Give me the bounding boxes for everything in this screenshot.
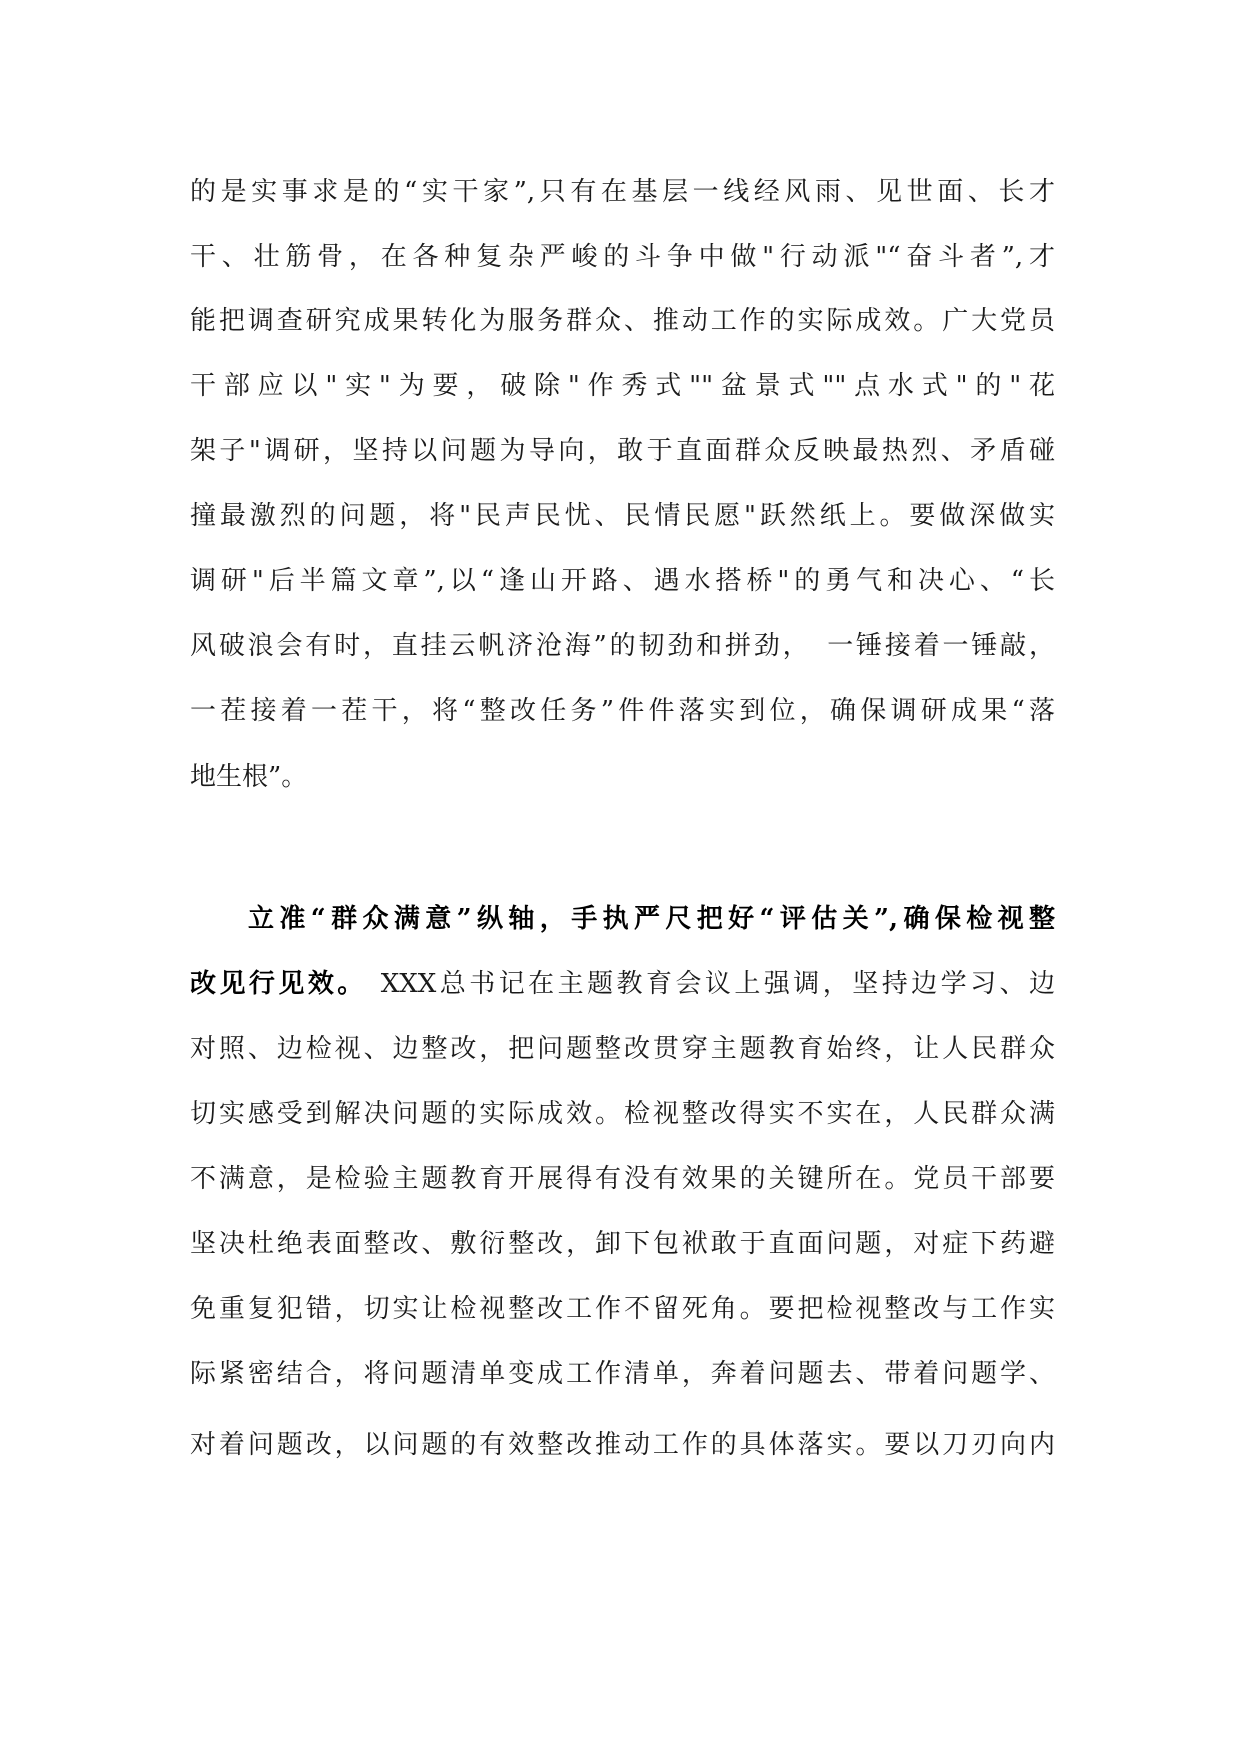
paragraph1-line-2: 干、壮筋骨，在各种复杂严峻的斗争中做"行动派"“奋斗者”,才	[190, 242, 1055, 272]
paragraph2-line-8: 际紧密结合，将问题清单变成工作清单，奔着问题去、带着问题学、	[190, 1359, 1055, 1389]
paragraph2-line-9: 对着问题改，以问题的有效整改推动工作的具体落实。要以刀刃向内	[190, 1430, 1055, 1460]
paragraph1-line-1: 的是实事求是的“实干家”,只有在基层一线经风雨、见世面、长才	[190, 177, 1055, 207]
paragraph2-line-7: 免重复犯错，切实让检视整改工作不留死角。要把检视整改与工作实	[190, 1294, 1055, 1324]
paragraph2-line-6: 坚决杜绝表面整改、敷衍整改，卸下包袱敢于直面问题，对症下药避	[190, 1229, 1055, 1259]
paragraph2-line-4: 切实感受到解决问题的实际成效。检视整改得实不实在，人民群众满	[190, 1099, 1055, 1129]
paragraph1-line-8: 风破浪会有时，直挂云帆济沧海”的韧劲和拼劲， 一锤接着一锤敲，	[190, 631, 1055, 661]
paragraph2-heading-line-1: 立准“群众满意”纵轴，手执严尺把好“评估关”,确保检视整	[248, 904, 1055, 934]
paragraph1-line-4: 干部应以"实"为要，破除"作秀式""盆景式""点水式"的"花	[190, 371, 1055, 401]
paragraph2-line-2-text: XXX总书记在主题教育会议上强调，坚持边学习、边	[380, 969, 1055, 999]
paragraph1-line-6: 撞最激烈的问题，将"民声民忧、民情民愿"跃然纸上。要做深做实	[190, 501, 1055, 531]
paragraph1-line-7: 调研"后半篇文章”,以“逢山开路、遇水搭桥"的勇气和决心、“长	[190, 566, 1055, 596]
paragraph1-line-3: 能把调查研究成果转化为服务群众、推动工作的实际成效。广大党员	[190, 306, 1055, 336]
paragraph1-line-9: 一茬接着一茬干，将“整改任务”件件落实到位，确保调研成果“落	[190, 696, 1055, 726]
paragraph2-line-2	[190, 964, 1055, 1004]
paragraph2-heading-end: 改见行见效。	[190, 969, 367, 999]
paragraph1-line-5: 架子"调研，坚持以问题为导向，敢于直面群众反映最热烈、矛盾碰	[190, 436, 1055, 466]
paragraph1-line-10: 地生根”。	[190, 762, 308, 792]
paragraph2-line-5: 不满意，是检验主题教育开展得有没有效果的关键所在。党员干部要	[190, 1164, 1055, 1194]
paragraph2-line-3: 对照、边检视、边整改，把问题整改贯穿主题教育始终，让人民群众	[190, 1034, 1055, 1064]
